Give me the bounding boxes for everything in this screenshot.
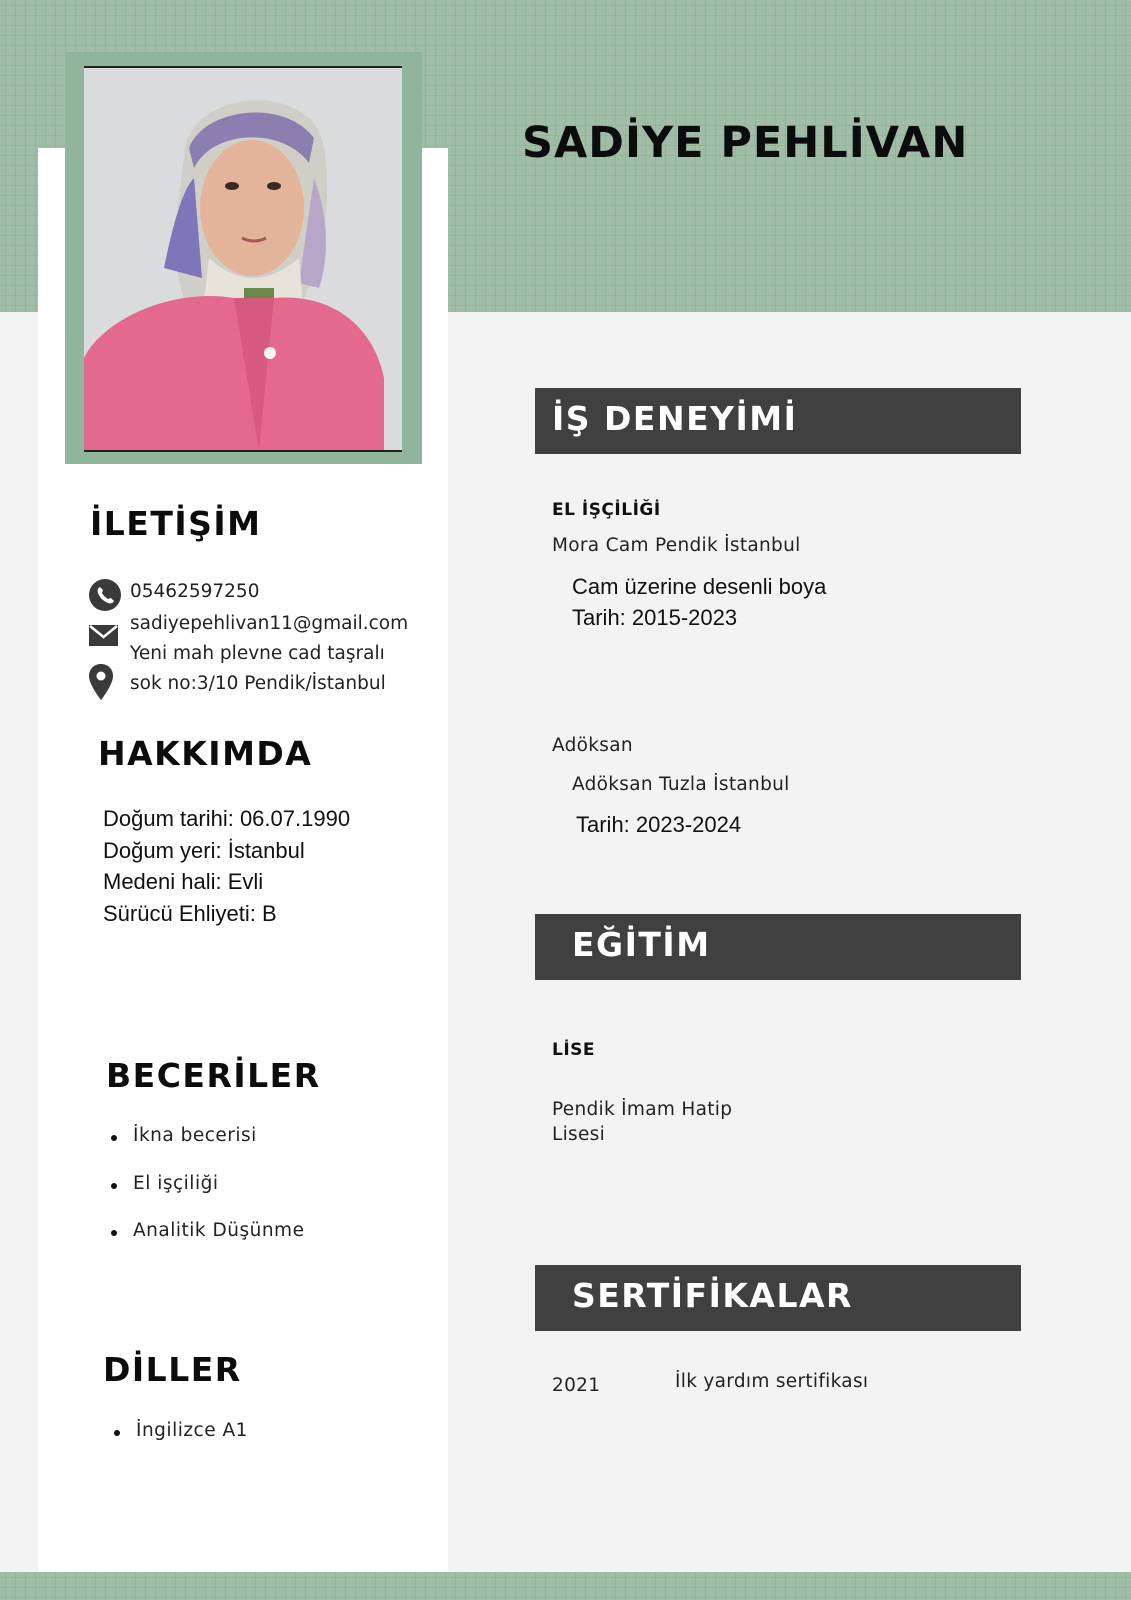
job-description: Cam üzerine desenli boya	[572, 574, 827, 599]
certificate-name: İlk yardım sertifikası	[675, 1371, 869, 1392]
language-item: İngilizce A1	[136, 1420, 248, 1441]
school-name-line-1: Pendik İmam Hatip	[552, 1099, 733, 1120]
school-name-line-2: Lisesi	[552, 1124, 606, 1145]
education-heading: EĞİTİM	[572, 925, 711, 964]
certificates-section-bar	[535, 1265, 1021, 1331]
location-pin-icon	[89, 664, 113, 704]
education-section-bar	[535, 914, 1021, 980]
job-title: Adöksan	[552, 735, 633, 756]
email-address[interactable]: sadiyepehlivan11@gmail.com	[130, 613, 409, 634]
about-marital-status: Medeni hali: Evli	[103, 869, 264, 894]
about-driving-license: Sürücü Ehliyeti: B	[103, 901, 277, 926]
address-line-2: sok no:3/10 Pendik/İstanbul	[130, 673, 386, 694]
phone-number[interactable]: 05462597250	[130, 581, 260, 602]
skill-item: El işçiliği	[133, 1173, 219, 1194]
mail-icon	[89, 625, 118, 650]
contact-heading: İLETİŞİM	[90, 504, 262, 543]
skill-item: İkna becerisi	[133, 1125, 257, 1146]
about-birth-date: Doğum tarihi: 06.07.1990	[103, 806, 351, 831]
job-date: Tarih: 2023-2024	[576, 812, 742, 837]
experience-section-bar	[535, 388, 1021, 454]
footer-band	[0, 1572, 1131, 1600]
skills-heading: BECERİLER	[106, 1056, 321, 1095]
address-line-1: Yeni mah plevne cad taşralı	[130, 643, 385, 664]
about-heading: HAKKIMDA	[98, 734, 313, 773]
full-name: SADİYE PEHLİVAN	[522, 118, 969, 168]
job-title: EL İŞÇİLİĞİ	[552, 500, 661, 520]
job-company: Adöksan Tuzla İstanbul	[572, 774, 790, 795]
profile-photo	[84, 66, 402, 452]
phone-icon	[89, 579, 121, 615]
job-date: Tarih: 2015-2023	[572, 605, 738, 630]
certificate-year: 2021	[552, 1375, 601, 1396]
job-company: Mora Cam Pendik İstanbul	[552, 535, 801, 556]
education-level: LİSE	[552, 1040, 596, 1060]
portrait-image	[84, 68, 402, 450]
certificates-heading: SERTİFİKALAR	[572, 1276, 853, 1315]
skill-item: Analitik Düşünme	[133, 1220, 305, 1241]
experience-heading: İŞ DENEYİMİ	[552, 399, 798, 438]
about-birth-place: Doğum yeri: İstanbul	[103, 838, 305, 863]
languages-heading: DİLLER	[103, 1350, 242, 1389]
